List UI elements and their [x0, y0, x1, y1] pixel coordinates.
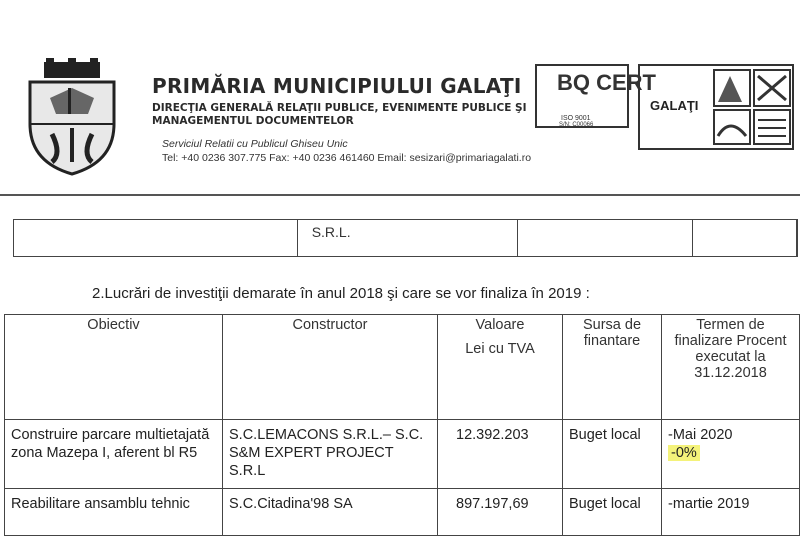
deadline-date: -Mai 2020 — [668, 427, 733, 443]
galati-emblem-icon — [710, 66, 794, 148]
progress-percent: -0% — [668, 445, 700, 461]
direction-title: DIRECŢIA GENERALĂ RELAŢII PUBLICE, EVENIMENTE PUBLICE ŞI MANAGEMENTUL DOCUMENTELOR — [152, 102, 527, 127]
table-cell: S.R.L. — [297, 220, 517, 257]
section-title: 2.Lucrări de investiţii demarate în anul 2018 şi care se vor finaliza în 2019 : — [92, 285, 590, 302]
cell-constructor: S.C.LEMACONS S.R.L.– S.C. S&M EXPERT PROJECT S.R.L — [223, 420, 438, 489]
bq-text: BQ CERT — [557, 70, 656, 95]
table-row — [14, 220, 798, 257]
cell-value: 897.197,69 — [438, 489, 563, 536]
cell-deadline: -martie 2019 — [662, 489, 800, 536]
iso-text: ISO 9001 — [561, 115, 591, 122]
cell-funding: Buget local — [563, 489, 662, 536]
header-constructor: Constructor — [223, 315, 438, 420]
table-header-row — [5, 315, 800, 420]
header-deadline: Termen de finalizare Procent executat la 31.12.2018 — [662, 315, 800, 420]
header-value-unit: Lei cu TVA — [465, 341, 535, 357]
sn-text: S/N: C00066 — [559, 122, 594, 128]
table-row — [5, 420, 800, 489]
galati-logo-box — [638, 64, 794, 150]
header-value-label: Valoare — [475, 317, 525, 333]
cell-deadline — [662, 420, 800, 489]
cell-constructor: S.C.Citadina'98 SA — [223, 489, 438, 536]
galati-label: GALAŢI — [650, 98, 699, 113]
bq-cert-logo — [535, 64, 656, 128]
investments-table — [4, 314, 800, 536]
header-divider — [0, 194, 800, 196]
table-row — [5, 489, 800, 536]
contact-info: Tel: +40 0236 307.775 Fax: +40 0236 461460 Email: sesizari@primariagalati.ro — [162, 152, 532, 164]
previous-table — [13, 219, 798, 257]
cell-value: 12.392.203 — [438, 420, 563, 489]
municipal-crest-logo — [22, 58, 122, 176]
header-funding: Sursa de finantare — [563, 315, 662, 420]
cell-funding: Buget local — [563, 420, 662, 489]
cell-objective: Reabilitare ansamblu tehnic — [5, 489, 223, 536]
service-name: Serviciul Relatii cu Publicul Ghiseu Unic — [162, 138, 348, 150]
header-objective: Obiectiv — [5, 315, 223, 420]
institution-title: PRIMĂRIA MUNICIPIULUI GALAŢI — [152, 74, 522, 98]
header-value — [438, 315, 563, 420]
cell-objective: Construire parcare multietajată zona Mazepa I, aferent bl R5 — [5, 420, 223, 489]
